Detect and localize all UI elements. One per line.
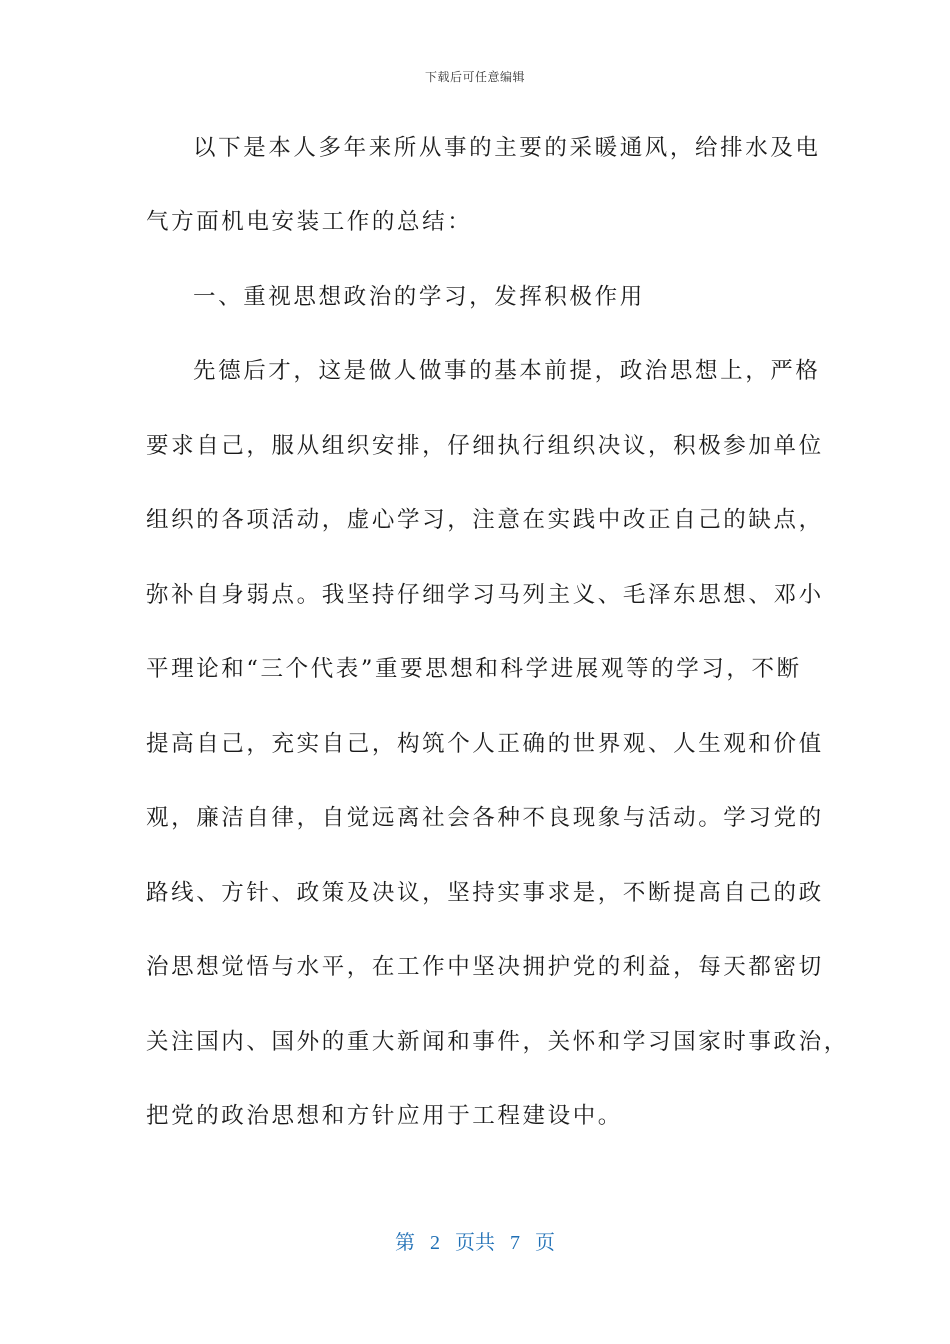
text-line-2: 气方面机电安装工作的总结： xyxy=(146,209,473,235)
text-line-12: 治思想觉悟与水平，在工作中坚决拥护党的利益，每天都密切 xyxy=(146,954,824,980)
text-line-4: 先德后才，这是做人做事的基本前提，政治思想上，严格 xyxy=(193,358,821,384)
text-line-10: 观，廉洁自律，自觉远离社会各种不良现象与活动。学习党的 xyxy=(146,805,824,831)
text-line-6: 组织的各项活动，虚心学习，注意在实践中改正自己的缺点， xyxy=(146,507,824,533)
text-line-1: 以下是本人多年来所从事的主要的采暖通风，给排水及电 xyxy=(193,135,821,161)
current-page-number: 2 xyxy=(430,1232,440,1254)
text-line-8: 平理论和“三个代表”重要思想和科学进展观等的学习，不断 xyxy=(146,656,802,682)
page-footer xyxy=(0,1226,950,1255)
text-line-7: 弥补自身弱点。我坚持仔细学习马列主义、毛泽东思想、邓小 xyxy=(146,582,824,608)
total-pages-number: 7 xyxy=(510,1232,520,1254)
section-heading: 一、重视思想政治的学习，发挥积极作用 xyxy=(193,284,645,310)
page-prefix: 第 xyxy=(395,1232,415,1254)
text-line-9: 提高自己，充实自己，构筑个人正确的世界观、人生观和价值 xyxy=(146,731,824,757)
page-suffix: 页 xyxy=(535,1232,555,1254)
text-line-13: 关注国内、国外的重大新闻和事件，关怀和学习国家时事政治， xyxy=(146,1029,849,1055)
text-line-14: 把党的政治思想和方针应用于工程建设中。 xyxy=(146,1103,623,1129)
text-line-11: 路线、方针、政策及决议，坚持实事求是，不断提高自己的政 xyxy=(146,880,824,906)
page-header-note: 下载后可任意编辑 xyxy=(424,70,525,84)
page-mid: 页共 xyxy=(455,1232,495,1254)
text-line-5: 要求自己，服从组织安排，仔细执行组织决议，积极参加单位 xyxy=(146,433,824,459)
